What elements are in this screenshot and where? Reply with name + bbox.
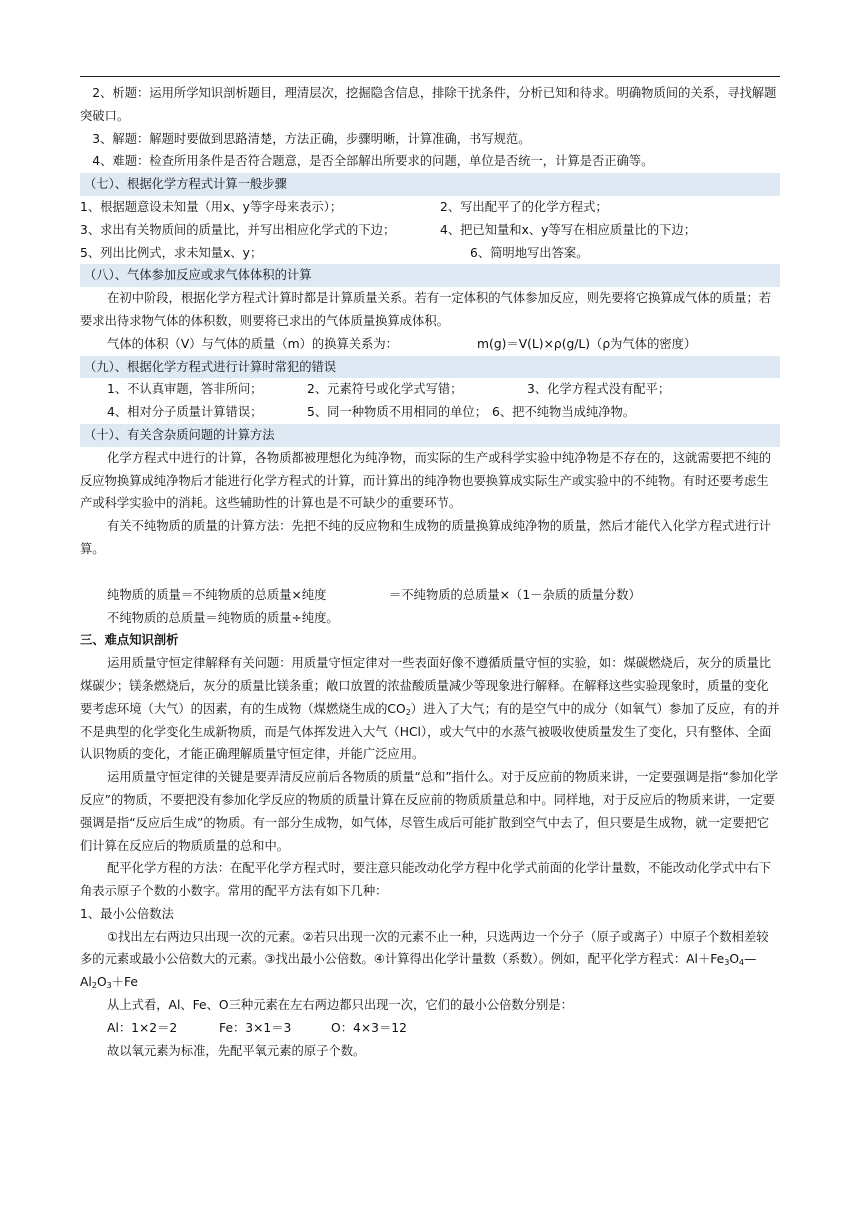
steps-row-2 xyxy=(80,219,780,242)
purity-formula-2: 不纯物质的总质量＝纯物质的质量÷纯度。 xyxy=(107,610,339,625)
lcm-values-row xyxy=(80,1017,780,1040)
o-subscript: 4 xyxy=(739,958,745,968)
error-5: 5、同一种物质不用相同的单位； xyxy=(307,405,488,420)
lcm-al: Al：1×2＝2 xyxy=(107,1020,178,1035)
purity-formula-b: ＝不纯物质的总质量×（1－杂质的质量分数） xyxy=(389,587,641,602)
purity-formula-a: 纯物质的质量＝不纯物质的总质量×纯度 xyxy=(107,587,327,602)
document-body xyxy=(80,82,780,1062)
section-heading-8: （八）、气体参加反应或求气体体积的计算 xyxy=(80,264,780,287)
purity-formula-row xyxy=(80,584,780,607)
al-symbol: —Al xyxy=(80,952,757,990)
fe-subscript: 3 xyxy=(724,958,730,968)
gas-formula: m(g)＝V(L)×ρ(g/L)（ρ为气体的密度） xyxy=(477,336,697,351)
step-4: 4、把已知量和x、y等写在相应质量比的下边； xyxy=(440,222,697,237)
section-heading-3: 三、难点知识剖析 xyxy=(80,633,179,648)
paragraph-balancing: 配平化学方程的方法：在配平化学方程式时，要注意只能改动化学方程中化学式前面的化学计量数，不能改动化学式中右下角表示原子个数的小数字。常用的配平方法有如下几种： xyxy=(80,861,772,899)
step-3: 3、求出有关物质间的质量比，并写出相应化学式的下边； xyxy=(80,222,396,237)
gas-formula-row xyxy=(80,333,780,356)
paragraph-check: 4、难题：检查所用条件是否符合题意，是否全部解出所要求的问题，单位是否统一，计算是否正确等。 xyxy=(92,154,654,169)
header-rule xyxy=(80,76,780,77)
o-symbol: O xyxy=(729,952,740,967)
paragraph-impurity: 化学方程式中进行的计算，各物质都被理想化为纯净物，而实际的生产或科学实验中纯净物是不存在的，这就需要把不纯的反应物换算成纯净物后才能进行化学方程式的计算，而计算出的纯净物也要换算成实际生产或实验中的不纯物。有时还要考虑生产或科学实验中的消耗。这些辅助性的计算也是不可缺少的重要环节。 xyxy=(80,450,772,511)
paragraph-analyze: 2、析题：运用所学知识剖析题目，理清层次，挖掘隐含信息，排除干扰条件，分析已知和待求。明确物质间的关系，寻找解题突破口。 xyxy=(80,86,777,123)
method-heading-lcm: 1、最小公倍数法 xyxy=(80,906,174,921)
steps-row-1 xyxy=(80,196,780,219)
error-6: 6、把不纯物当成纯净物。 xyxy=(492,405,636,420)
step-6: 6、简明地写出答案。 xyxy=(470,245,589,260)
section-heading-10: （十）、有关含杂质问题的计算方法 xyxy=(80,424,780,447)
fe-product: ＋Fe xyxy=(111,975,138,990)
paragraph-conservation xyxy=(80,652,780,766)
errors-row-2 xyxy=(80,401,780,424)
error-3: 3、化学方程式没有配平； xyxy=(527,382,671,397)
step-2: 2、写出配平了的化学方程式； xyxy=(440,199,608,214)
o-subscript-2: 3 xyxy=(106,981,112,991)
o-symbol-2: O xyxy=(96,975,107,990)
paragraph-solve: 3、解题：解题时要做到思路清楚，方法正确，步骤明晰，计算准确，书写规范。 xyxy=(92,131,531,146)
paragraph-oxygen-standard: 故以氧元素为标准，先配平氧元素的原子个数。 xyxy=(107,1043,366,1058)
lcm-fe: Fe：3×1＝3 xyxy=(219,1020,292,1035)
paragraph-gas-mass: 在初中阶段，根据化学方程式计算时都是计算质量关系。若有一定体积的气体参加反应，则先要将它换算成气体的质量；若要求出待求物气体的体积数，则要将已求出的气体质量换算成体积。 xyxy=(80,291,772,328)
conservation-text-b: ）进入了大气；有的是空气中的成分（如氧气）参加了反应，有的并不是典型的化学变化生成新物质，而是气体挥发进入大气（HCl），或大气中的水蒸气被吸收使质量发生了变化，只有整体、全面认识物质的变化，才能正确理解质量守恒定律，并能广泛应用。 xyxy=(80,701,780,762)
spacer xyxy=(80,561,780,584)
al-subscript: 2 xyxy=(91,981,97,991)
paragraph-lcm-steps xyxy=(80,926,780,994)
section-heading-7: （七）、根据化学方程式计算一般步骤 xyxy=(80,173,780,196)
section-heading-9: （九）、根据化学方程式进行计算时常犯的错误 xyxy=(80,356,780,379)
step-5: 5、列出比例式，求未知量x、y； xyxy=(80,245,263,260)
co2-subscript: 2 xyxy=(405,707,411,717)
error-4: 4、相对分子质量计算错误； xyxy=(107,405,263,420)
paragraph-impurity-method: 有关不纯物质的质量的计算方法：先把不纯的反应物和生成物的质量换算成纯净物的质量，然后才能代入化学方程式进行计算。 xyxy=(80,519,772,556)
error-1: 1、不认真审题，答非所问； xyxy=(107,382,263,397)
conservation-text-a: 运用质量守恒定律解释有关问题：用质量守恒定律对一些表面好像不遵循质量守恒的实验，如：煤碳燃烧后，灰分的质量比煤碳少；镁条燃烧后，灰分的质量比镁条重；敞口放置的浓盐酸质量减少等现象进行解释。在解释这些实验现象时，质量的变化要考虑环境（大气）的因素，有的生成物（煤燃烧生成的CO xyxy=(80,656,772,716)
lcm-o: O：4×3＝12 xyxy=(331,1020,407,1035)
error-2: 2、元素符号或化学式写错； xyxy=(307,382,463,397)
step-1: 1、根据题意设未知量（用x、y等字母来表示）； xyxy=(80,199,343,214)
lcm-steps-text: ①找出左右两边只出现一次的元素。②若只出现一次的元素不止一种，只选两边一个分子（原子或离子）中原子个数相差较多的元素或最小公倍数大的元素。③找出最小公倍数。④计算得出化学计量数（系数）。例如，配平化学方程式：Al＋Fe xyxy=(80,929,769,967)
paragraph-lcm-observe: 从上式看，Al、Fe、O三种元素在左右两边都只出现一次，它们的最小公倍数分别是： xyxy=(107,998,573,1013)
paragraph-conservation-key: 运用质量守恒定律的关键是要弄清反应前后各物质的质量“总和”指什么。对于反应前的物质来讲，一定要强调是指“参加化学反应”的物质，不要把没有参加化学反应的物质的质量计算在反应前的物质质量总和中。同样地，对于反应后的物质来讲，一定要强调是指“反应后生成”的物质。有一部分生成物，如气体，尽管生成后可能扩散到空气中去了，但只要是生成物，就一定要把它们计算在反应后的物质质量的总和中。 xyxy=(80,770,778,853)
errors-row-1 xyxy=(80,378,780,401)
steps-row-3 xyxy=(80,242,780,265)
gas-formula-label: 气体的体积（V）与气体的质量（m）的换算关系为： xyxy=(107,336,398,351)
